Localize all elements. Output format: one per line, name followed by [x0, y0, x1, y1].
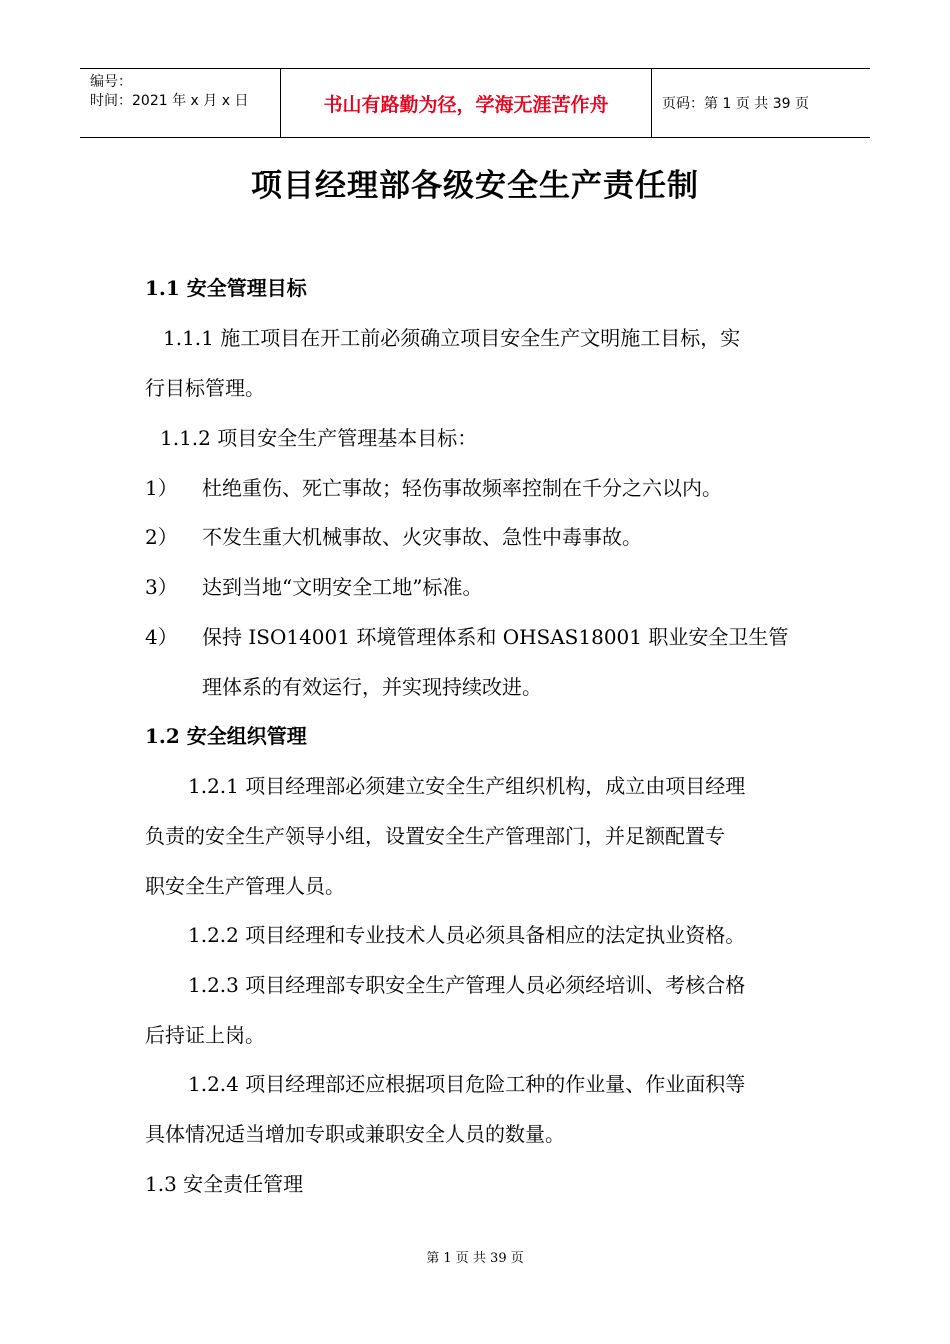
paragraph-1-1-1-cont: 行目标管理。	[145, 376, 265, 400]
list-number: 3）	[145, 575, 178, 599]
list-text: 杜绝重伤、死亡事故；轻伤事故频率控制在千分之六以内。	[202, 476, 722, 500]
list-number: 2）	[145, 525, 178, 549]
paragraph-1-2-2: 1.2.2 项目经理和专业技术人员必须具备相应的法定执业资格。	[188, 923, 746, 947]
paragraph-1-1-2: 1.1.2 项目安全生产管理基本目标：	[160, 426, 478, 450]
list-number: 4）	[145, 625, 178, 649]
list-text-cont: 理体系的有效运行，并实现持续改进。	[202, 675, 542, 699]
section-heading-1-2: 1.2 安全组织管理	[145, 724, 307, 748]
number-label: 编号：	[90, 74, 132, 90]
time-label: 时间：2021 年 x 月 x 日	[90, 93, 249, 109]
paragraph-1-2-1: 1.2.1 项目经理部必须建立安全生产组织机构，成立由项目经理	[188, 774, 746, 798]
list-number: 1）	[145, 476, 178, 500]
paragraph-1-1-1: 1.1.1 施工项目在开工前必须确立项目安全生产文明施工目标，实	[163, 326, 741, 350]
paragraph-1-2-1-cont2: 职安全生产管理人员。	[145, 874, 345, 898]
section-heading-1-3: 1.3 安全责任管理	[145, 1172, 304, 1196]
paragraph-1-2-3: 1.2.3 项目经理部专职安全生产管理人员必须经培训、考核合格	[188, 973, 746, 997]
page-header	[80, 68, 870, 138]
header-page-info: 页码：第 1 页 共 39 页	[662, 96, 809, 112]
section-heading-1-1: 1.1 安全管理目标	[145, 276, 307, 300]
paragraph-1-2-4: 1.2.4 项目经理部还应根据项目危险工种的作业量、作业面积等	[188, 1072, 746, 1096]
page-footer: 第 1 页 共 39 页	[426, 1251, 524, 1266]
header-meta	[80, 69, 280, 137]
header-motto: 书山有路勤为径，学海无涯苦作舟	[280, 69, 652, 137]
paragraph-1-2-3-cont: 后持证上岗。	[145, 1023, 265, 1047]
document-title: 项目经理部各级安全生产责任制	[251, 168, 699, 204]
paragraph-1-2-1-cont: 负责的安全生产领导小组，设置安全生产管理部门，并足额配置专	[145, 824, 725, 848]
list-text: 不发生重大机械事故、火灾事故、急性中毒事故。	[202, 525, 642, 549]
paragraph-1-2-4-cont: 具体情况适当增加专职或兼职安全人员的数量。	[145, 1122, 565, 1146]
list-text: 保持 ISO14001 环境管理体系和 OHSAS18001 职业安全卫生管	[202, 625, 789, 649]
list-text: 达到当地“文明安全工地”标准。	[202, 575, 483, 599]
